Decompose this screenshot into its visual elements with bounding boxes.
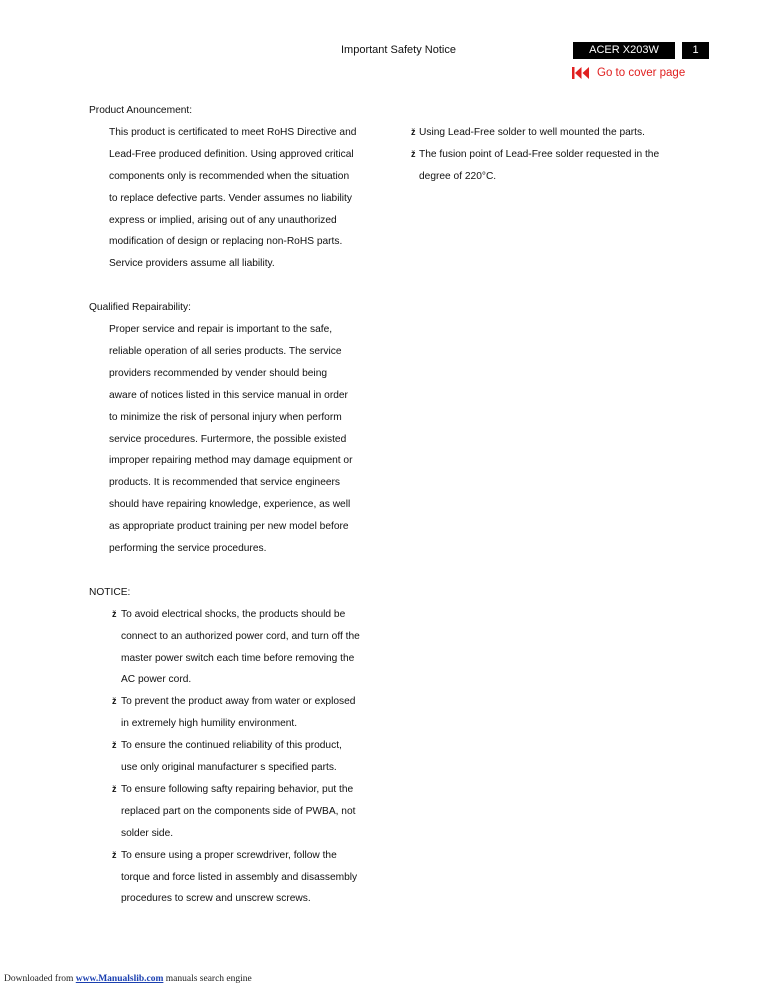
text-line: providers recommended by vender should being (109, 367, 328, 379)
product-paragraph (89, 125, 399, 278)
text-line: AC power cord. (121, 674, 192, 686)
section-heading-product: Product Anouncement: (89, 105, 193, 116)
list-item (112, 848, 399, 914)
download-footer (4, 974, 252, 984)
double-left-arrow-icon (572, 66, 591, 80)
text-line: Service providers assume all liability. (109, 258, 275, 270)
text-line: components only is recommended when the situation (109, 170, 350, 182)
text-line: This product is certificated to meet RoHS Directive and (109, 127, 357, 138)
text-line: use only original manufacturer s specified parts. (121, 762, 337, 774)
list-item (112, 607, 399, 695)
text-line: To ensure using a proper screwdriver, follow the (121, 849, 337, 861)
bullet-icon: ž (112, 608, 117, 619)
section-heading-repair: Qualified Repairability: (89, 302, 191, 314)
text-line: To prevent the product away from water or explosed (121, 696, 356, 708)
text-line: in extremely high humility environment. (121, 718, 298, 730)
text-line: connect to an authorized power cord, and turn off the (121, 630, 360, 642)
text-line: to replace defective parts. Vender assumes no liability (109, 192, 352, 204)
bullet-icon: ž (112, 783, 117, 794)
notice-bullet-list (89, 607, 399, 913)
bullet-icon: ž (411, 149, 416, 159)
text-line: should have repairing knowledge, experience, as well (109, 499, 351, 511)
text-line: aware of notices listed in this service manual in order (109, 389, 348, 401)
text-line: To avoid electrical shocks, the products should be (121, 608, 346, 620)
text-line: master power switch each time before removing the (121, 652, 355, 664)
repair-paragraph (89, 322, 399, 563)
text-line: To ensure following safty repairing behavior, put the (121, 783, 354, 795)
text-line: The fusion point of Lead-Free solder requested in the (419, 149, 660, 160)
text-line: replaced part on the components side of PWBA, not (121, 805, 356, 817)
list-item (411, 125, 701, 147)
text-line: service procedures. Furtermore, the possible existed (109, 433, 347, 445)
list-item (112, 782, 399, 848)
page-title: Important Safety Notice (341, 44, 456, 56)
text-line: modification of design or replacing non-RoHS parts. (109, 236, 343, 248)
text-line: Proper service and repair is important to the safe, (109, 324, 333, 336)
page-number: 1 (682, 42, 709, 59)
section-heading-notice: NOTICE: (89, 586, 131, 598)
text-line: performing the service procedures. (109, 543, 267, 555)
model-badge: ACER X203W (573, 42, 675, 59)
bullet-icon: ž (112, 849, 117, 860)
manualslib-link[interactable]: www.Manualslib.com (75, 974, 164, 984)
text-line: Lead-Free produced definition. Using approved critical (109, 148, 354, 160)
footer-suffix: manuals search engine (165, 974, 252, 984)
text-line: express or implied, arising out of any unauthorized (109, 214, 337, 226)
left-column (89, 103, 399, 913)
text-line: improper repairing method may damage equipment or (109, 455, 353, 467)
cover-page-link[interactable] (572, 66, 685, 80)
list-item (411, 147, 701, 191)
bullet-icon: ž (112, 740, 117, 751)
bullet-icon: ž (411, 127, 416, 137)
cover-link-label[interactable]: Go to cover page (597, 67, 686, 79)
text-line: reliable operation of all series products. The service (109, 346, 342, 358)
right-column (411, 125, 701, 191)
text-line: as appropriate product training per new model before (109, 521, 349, 533)
list-item (112, 694, 399, 738)
footer-prefix: Downloaded from (4, 974, 74, 984)
bullet-icon: ž (112, 696, 117, 707)
text-line: Using Lead-Free solder to well mounted the parts. (419, 127, 645, 138)
text-line: to minimize the risk of personal injury when perform (109, 411, 342, 423)
text-line: products. It is recommended that service engineers (109, 477, 341, 489)
list-item (112, 738, 399, 782)
text-line: To ensure the continued reliability of this product, (121, 740, 342, 752)
text-line: solder side. (121, 827, 174, 839)
text-line: degree of 220°C. (419, 171, 497, 182)
text-line: torque and force listed in assembly and disassembly (121, 871, 358, 883)
text-line: procedures to screw and unscrew screws. (121, 893, 311, 905)
